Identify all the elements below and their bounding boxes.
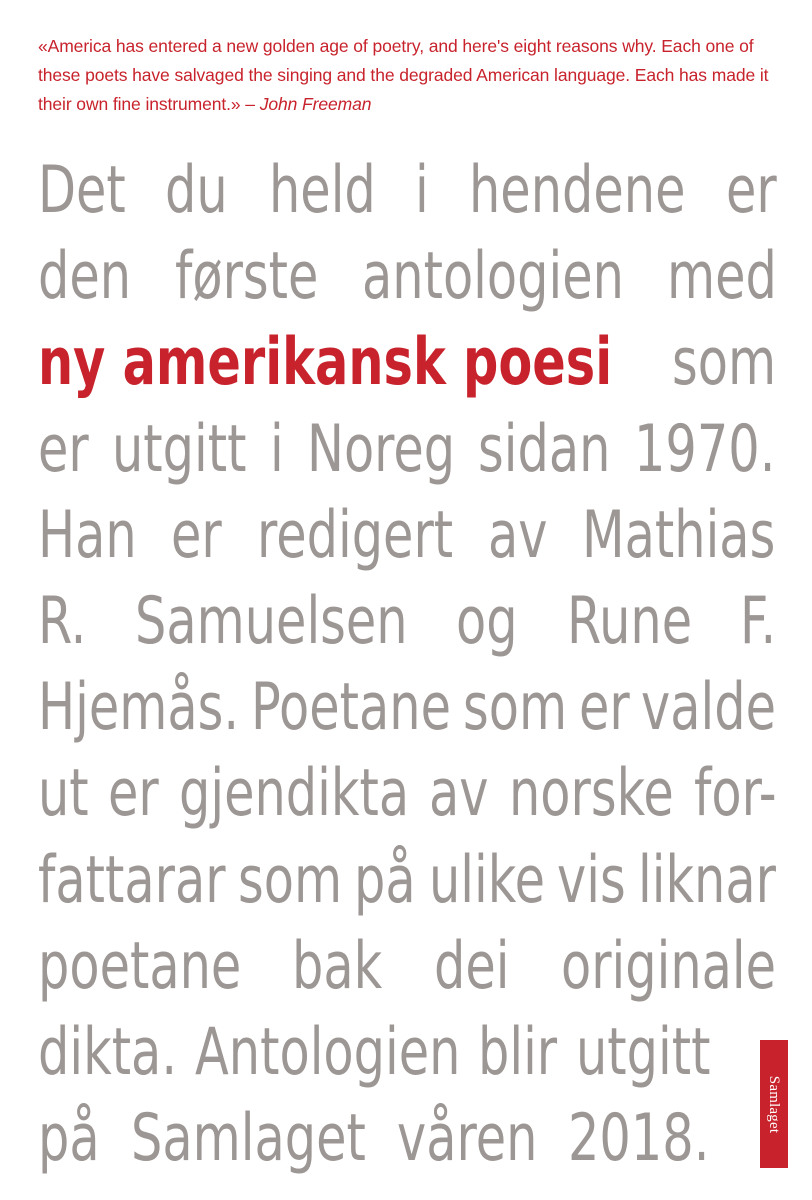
word: er — [171, 497, 223, 573]
word: hendene — [469, 153, 686, 228]
publisher-name: Samlaget — [766, 1075, 783, 1133]
word: på — [354, 842, 417, 918]
cover-body-text — [38, 148, 776, 1182]
body-line-11 — [38, 1010, 710, 1096]
word: på — [38, 1101, 100, 1177]
word: ut — [38, 756, 89, 832]
word: 2018. — [568, 1101, 710, 1177]
word: som — [671, 325, 777, 401]
word: held — [268, 153, 376, 228]
word: Rune — [566, 583, 692, 659]
body-line-9 — [38, 838, 776, 924]
word: for- — [693, 756, 777, 832]
word: redigert — [256, 497, 453, 573]
word: med — [666, 239, 777, 315]
word: som — [462, 670, 567, 746]
body-line-10 — [38, 924, 776, 1010]
word: Noreg — [306, 411, 456, 487]
word: og — [455, 583, 518, 659]
quote-author: John Freeman — [259, 94, 372, 114]
body-line-2 — [38, 234, 776, 320]
word: norske — [508, 756, 674, 832]
word: utgitt — [575, 1014, 711, 1090]
word: bak — [292, 928, 383, 1004]
word: er — [578, 670, 630, 746]
body-line-4 — [38, 407, 776, 493]
word: Det — [38, 153, 126, 228]
word: av — [428, 756, 489, 832]
word: den — [38, 239, 132, 315]
word: vis — [556, 842, 626, 918]
word: Hjemås. — [38, 670, 240, 746]
word: R. — [38, 583, 87, 659]
word: i — [415, 153, 429, 228]
word: første — [174, 239, 319, 315]
word: som — [237, 842, 342, 918]
word: Samuelsen — [134, 583, 408, 659]
word: er — [38, 411, 89, 487]
word: valde — [641, 670, 777, 746]
word: av — [487, 497, 548, 573]
word: poetane — [38, 928, 242, 1004]
quote-block — [38, 32, 778, 119]
body-line-3 — [38, 320, 776, 406]
word: sidan — [478, 411, 611, 487]
word: Han — [38, 497, 137, 573]
word: våren — [397, 1101, 538, 1177]
word: 1970. — [634, 411, 776, 487]
word: du — [165, 153, 229, 228]
word: F. — [740, 583, 777, 659]
word: dikta. — [38, 1014, 178, 1090]
word: originale — [561, 928, 777, 1004]
word: Samlaget — [130, 1101, 366, 1177]
word: Mathias — [582, 497, 776, 573]
word: utgitt — [111, 411, 247, 487]
word: er — [108, 756, 160, 832]
word: Antologien — [194, 1014, 461, 1090]
word: antologien — [361, 239, 624, 315]
body-line-8 — [38, 751, 776, 837]
body-line-5 — [38, 493, 776, 579]
word: liknar — [638, 842, 777, 918]
highlight-phrase: ny amerikansk poesi — [38, 325, 613, 401]
word: fattarar — [38, 842, 226, 918]
publisher-logo — [760, 1040, 788, 1168]
word: blir — [478, 1014, 558, 1090]
word: i — [269, 411, 284, 487]
word: ulike — [428, 842, 545, 918]
word: dei — [433, 928, 510, 1004]
body-line-1 — [38, 148, 776, 234]
body-line-7 — [38, 665, 776, 751]
word: er — [725, 153, 777, 228]
word: Poetane — [250, 670, 451, 746]
body-line-12 — [38, 1096, 710, 1182]
body-line-6 — [38, 579, 776, 665]
word: gjendikta — [178, 756, 410, 832]
quote-text: «America has entered a new golden age of poetry, and here's eight reasons why. Each one of these poets have salvaged the singing and the degraded American language. Each has made it their own fine instrument.» – — [38, 36, 769, 114]
